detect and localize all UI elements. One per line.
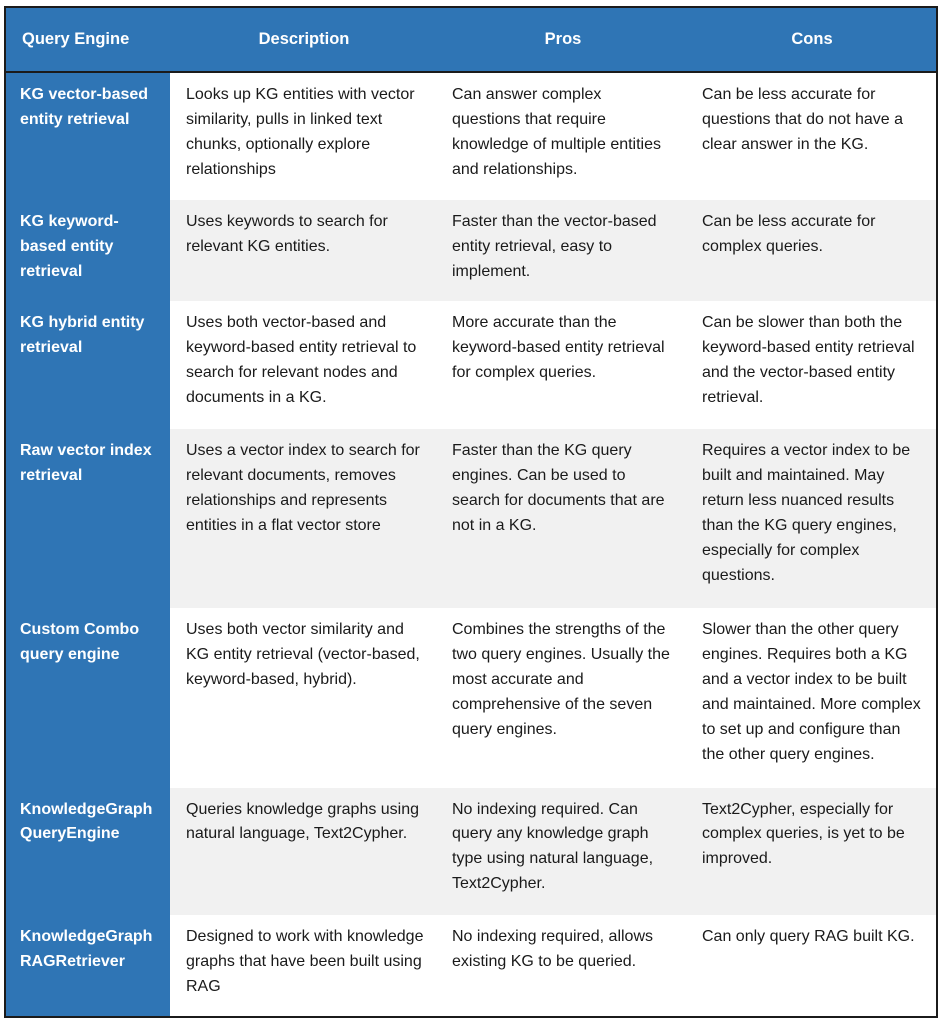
comparison-table <box>6 8 936 1016</box>
cell-engine-name: Custom Combo query engine <box>6 608 170 787</box>
table-row <box>6 72 936 200</box>
cell-pros: Faster than the vector-based entity retrieval, easy to implement. <box>438 200 688 301</box>
cell-engine-name: KG hybrid entity retrieval <box>6 301 170 428</box>
cell-description: Designed to work with knowledge graphs that have been built using RAG <box>170 915 438 1016</box>
cell-cons: Can be less accurate for questions that do not have a clear answer in the KG. <box>688 72 936 200</box>
column-header-description: Description <box>170 8 438 72</box>
column-header-pros: Pros <box>438 8 688 72</box>
cell-pros: No indexing required, allows existing KG to be queried. <box>438 915 688 1016</box>
cell-description: Uses a vector index to search for relevant documents, removes relationships and represents entities in a flat vector store <box>170 429 438 608</box>
cell-engine-name: KG vector-based entity retrieval <box>6 72 170 200</box>
cell-pros: Combines the strengths of the two query engines. Usually the most accurate and comprehensive of the seven query engines. <box>438 608 688 787</box>
cell-description: Uses keywords to search for relevant KG entities. <box>170 200 438 301</box>
table-body <box>6 72 936 1016</box>
query-engine-comparison-table <box>4 6 938 1018</box>
table-header <box>6 8 936 72</box>
cell-cons: Can be less accurate for complex queries. <box>688 200 936 301</box>
cell-pros: Faster than the KG query engines. Can be used to search for documents that are not in a KG. <box>438 429 688 608</box>
column-header-cons: Cons <box>688 8 936 72</box>
cell-cons: Slower than the other query engines. Requires both a KG and a vector index to be built and maintained. More complex to set up and configure than the other query engines. <box>688 608 936 787</box>
cell-cons: Text2Cypher, especially for complex queries, is yet to be improved. <box>688 788 936 915</box>
table-row <box>6 301 936 428</box>
column-header-query-engine: Query Engine <box>6 8 170 72</box>
cell-engine-name: KG keyword-based entity retrieval <box>6 200 170 301</box>
cell-description: Queries knowledge graphs using natural language, Text2Cypher. <box>170 788 438 915</box>
cell-pros: No indexing required. Can query any knowledge graph type using natural language, Text2Cypher. <box>438 788 688 915</box>
cell-description: Uses both vector similarity and KG entity retrieval (vector-based, keyword-based, hybrid). <box>170 608 438 787</box>
cell-engine-name: Raw vector index retrieval <box>6 429 170 608</box>
cell-engine-name: KnowledgeGraph RAGRetriever <box>6 915 170 1016</box>
cell-cons: Can be slower than both the keyword-based entity retrieval and the vector-based entity retrieval. <box>688 301 936 428</box>
cell-cons: Can only query RAG built KG. <box>688 915 936 1016</box>
cell-pros: Can answer complex questions that require knowledge of multiple entities and relationships. <box>438 72 688 200</box>
table-row <box>6 429 936 608</box>
cell-description: Looks up KG entities with vector similarity, pulls in linked text chunks, optionally explore relationships <box>170 72 438 200</box>
cell-description: Uses both vector-based and keyword-based entity retrieval to search for relevant nodes and documents in a KG. <box>170 301 438 428</box>
cell-pros: More accurate than the keyword-based entity retrieval for complex queries. <box>438 301 688 428</box>
table-row <box>6 788 936 915</box>
cell-cons: Requires a vector index to be built and maintained. May return less nuanced results than the KG query engines, especially for complex questions. <box>688 429 936 608</box>
cell-engine-name: KnowledgeGraph QueryEngine <box>6 788 170 915</box>
table-row <box>6 915 936 1016</box>
header-row <box>6 8 936 72</box>
table-row <box>6 200 936 301</box>
table-row <box>6 608 936 787</box>
